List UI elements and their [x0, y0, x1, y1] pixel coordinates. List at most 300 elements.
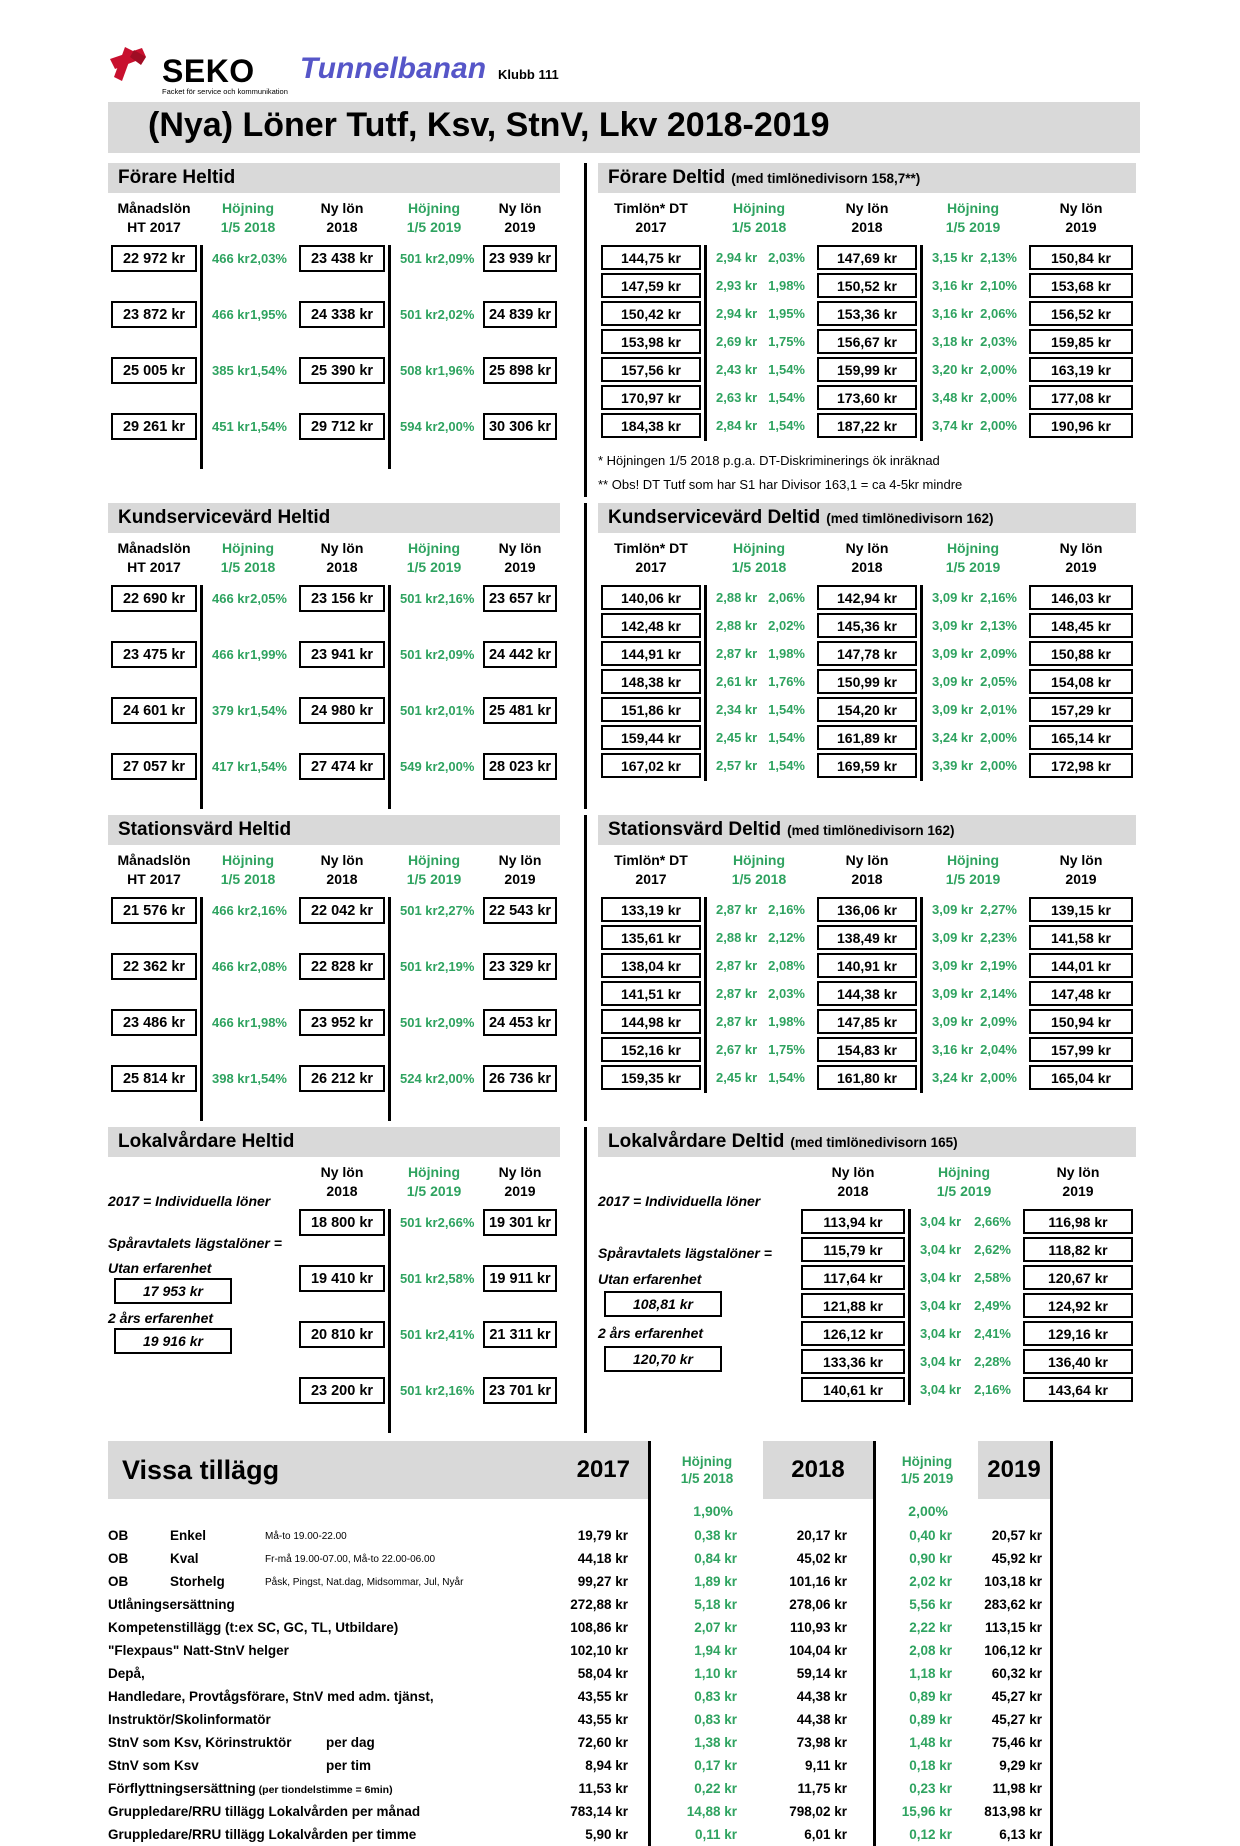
section-title-suffix: (med timlönedivisorn 158,7**) [731, 171, 921, 186]
wage-value-box: 115,79 kr [801, 1237, 905, 1262]
wage-value-box: 118,82 kr [1023, 1237, 1133, 1262]
wage-value-box: 172,98 kr [1029, 753, 1133, 778]
hojning-pct: 2,04% [980, 1042, 1017, 1057]
hojning-pct: 2,16% [974, 1382, 1011, 1397]
hojning-2018-value: 1,38 kr [648, 1731, 763, 1754]
hojning-kr: 2,69 kr [716, 334, 758, 349]
wage-value-box: 23 657 kr [483, 585, 557, 612]
pct-header-2019: 2,00% [873, 1499, 978, 1524]
lokal-label-column [108, 1163, 296, 1433]
hojning-kr: 466 kr [212, 307, 250, 322]
hojning-pct: 2,03% [768, 986, 805, 1001]
wage-value-box: 25 481 kr [483, 697, 557, 724]
supplement-qualifier: Storhelg [170, 1574, 225, 1589]
hojning-pct: 2,41% [437, 1327, 475, 1342]
hojning-kr: 2,84 kr [716, 418, 758, 433]
wage-value-box: 19 911 kr [483, 1265, 557, 1292]
footnote: * Höjningen 1/5 2018 p.g.a. DT-Diskriminerings ök inräknad [598, 453, 940, 468]
column-header: Ny lön 2018 [845, 852, 889, 887]
hojning-kr: 3,09 kr [932, 902, 974, 917]
value-2018: 11,75 kr [797, 1781, 847, 1796]
section-title-suffix: (med timlönedivisorn 162) [826, 511, 994, 526]
band-forare [108, 163, 1140, 497]
wage-value-box: 159,99 kr [817, 357, 917, 382]
column-header: Ny lön 2018 [320, 852, 364, 887]
wage-column [598, 539, 704, 781]
wage-value-box: 126,12 kr [801, 1321, 905, 1346]
wage-value-box: 150,94 kr [1029, 1009, 1133, 1034]
column-header: Höjning 1/5 2018 [731, 852, 787, 887]
wage-value-box: 157,99 kr [1029, 1037, 1133, 1062]
section-forare-deltid [584, 163, 1136, 497]
hojning-2019-value: 2,02 kr [873, 1570, 978, 1593]
supplement-qualifier: Kval [170, 1551, 199, 1566]
hojning-2018-value: 0,11 kr [648, 1823, 763, 1846]
wage-column [814, 199, 920, 441]
wage-value-box: 144,38 kr [817, 981, 917, 1006]
column-header: Ny lön 2019 [1059, 852, 1103, 887]
hojning-pct: 1,54% [250, 419, 287, 434]
column-header: Ny lön 2019 [498, 540, 542, 575]
hojning-pct: 2,58% [437, 1271, 475, 1286]
hojning-pct: 1,95% [250, 307, 287, 322]
column-header: Höjning 1/5 2019 [406, 852, 462, 887]
wage-value-box: 150,84 kr [1029, 245, 1133, 270]
hojning-header-2019: Höjning 1/5 2019 [873, 1441, 978, 1499]
wage-value-box: 138,04 kr [601, 953, 701, 978]
lokal-individual-label: 2017 = Individuella löner [598, 1193, 761, 1209]
supplement-name: StnV som Ksv [108, 1758, 199, 1773]
supplement-row-label [108, 1800, 538, 1823]
supplement-row-label [108, 1524, 538, 1547]
value-2019: 60,32 kr [978, 1662, 1053, 1685]
section-lokal-deltid [584, 1127, 1136, 1433]
wage-value-box: 22 042 kr [299, 897, 385, 924]
hojning-kr: 501 kr [400, 959, 438, 974]
year-header-2019: 2019 [978, 1441, 1053, 1499]
section-title-suffix: (med timlönedivisorn 165) [790, 1135, 958, 1150]
supplement-name: Kompetenstillägg (t:ex SC, GC, TL, Utbildare) [108, 1620, 399, 1635]
wage-value-box: 117,64 kr [801, 1265, 905, 1290]
hojning-kr: 2,67 kr [716, 1042, 758, 1057]
hojning-2019-value: 1,48 kr [873, 1731, 978, 1754]
wage-value-box: 187,22 kr [817, 413, 917, 438]
value-2019: 45,92 kr [978, 1547, 1053, 1570]
wage-column [108, 539, 200, 809]
wage-column [814, 851, 920, 1093]
supplement-description: Må-to 19.00-22.00 [265, 1531, 347, 1542]
column-header: Höjning 1/5 2019 [945, 200, 1001, 235]
wage-value-box: 147,85 kr [817, 1009, 917, 1034]
wage-column [1026, 199, 1136, 441]
hojning-2019-value: 5,56 kr [873, 1593, 978, 1616]
supplement-row-label [108, 1547, 538, 1570]
lokal-two-years-label: 2 års erfarenhet [598, 1325, 704, 1341]
hojning-kr: 2,87 kr [716, 958, 758, 973]
hojning-pct: 2,19% [980, 958, 1017, 973]
wage-column [814, 539, 920, 781]
hojning-pct: 2,00% [437, 1071, 475, 1086]
wage-value-box: 27 057 kr [111, 753, 197, 780]
value-2019: 45,27 kr [978, 1685, 1053, 1708]
hojning-pct: 2,27% [980, 902, 1017, 917]
hojning-kr: 3,04 kr [920, 1382, 962, 1397]
wage-value-box: 23 329 kr [483, 953, 557, 980]
supplement-name: OB [108, 1528, 129, 1543]
column-header: Ny lön 2019 [1056, 1164, 1100, 1199]
hojning-2019-value: 15,96 kr [873, 1800, 978, 1823]
section-title-text: Förare Heltid [118, 167, 236, 188]
supplement-row-label [108, 1570, 538, 1593]
wage-value-box: 21 311 kr [483, 1321, 557, 1348]
hojning-pct: 2,41% [974, 1326, 1011, 1341]
value-2019: 113,15 kr [978, 1616, 1053, 1639]
wage-value-box: 147,78 kr [817, 641, 917, 666]
hojning-pct: 2,58% [974, 1270, 1011, 1285]
supplement-row-label [108, 1639, 538, 1662]
hojning-kr: 501 kr [400, 647, 438, 662]
wage-value-box: 22 362 kr [111, 953, 197, 980]
value-2017: 11,53 kr [578, 1781, 628, 1796]
hojning-kr: 417 kr [212, 759, 250, 774]
wage-value-box: 167,02 kr [601, 753, 701, 778]
wage-column [480, 851, 560, 1121]
wage-value-box: 150,88 kr [1029, 641, 1133, 666]
lokal-lowest-label: Spåravtalets lägstalöner = [598, 1245, 772, 1261]
section-title-text: Kundservicevärd Deltid [608, 507, 821, 528]
column-header: Månadslön HT 2017 [117, 200, 191, 235]
supplement-qualifier: Enkel [170, 1528, 207, 1543]
column-header: Ny lön 2018 [320, 1164, 364, 1199]
wage-value-box: 156,67 kr [817, 329, 917, 354]
hojning-2018-value: 0,83 kr [648, 1708, 763, 1731]
hojning-pct: 2,03% [980, 334, 1017, 349]
wage-value-box: 152,16 kr [601, 1037, 701, 1062]
hojning-kr: 2,61 kr [716, 674, 758, 689]
hojning-kr: 3,24 kr [932, 1070, 974, 1085]
supplement-row-label [108, 1777, 538, 1800]
wage-column [296, 199, 388, 469]
lokal-no-exp-label: Utan erfarenhet [108, 1260, 212, 1276]
hojning-kr: 3,09 kr [932, 702, 974, 717]
footnote: ** Obs! DT Tutf som har S1 har Divisor 163,1 = ca 4-5kr mindre [598, 477, 963, 492]
supplement-row-label [108, 1754, 538, 1777]
wage-table-ksv-deltid [598, 539, 1136, 781]
wage-value-box: 23 939 kr [483, 245, 557, 272]
supplement-name: Gruppledare/RRU tillägg Lokalvården per timme [108, 1827, 417, 1842]
hojning-kr: 501 kr [400, 591, 438, 606]
hojning-kr: 2,45 kr [716, 1070, 758, 1085]
lokal-two-years-label: 2 års erfarenhet [108, 1310, 214, 1326]
wage-column [200, 199, 296, 469]
value-2019: 20,57 kr [978, 1524, 1053, 1547]
hojning-pct: 1,54% [768, 390, 805, 405]
section-title [598, 1127, 1136, 1157]
wage-value-box: 159,35 kr [601, 1065, 701, 1090]
wage-value-box: 142,48 kr [601, 613, 701, 638]
wage-column [598, 199, 704, 441]
hojning-kr: 2,88 kr [716, 590, 758, 605]
hojning-kr: 2,88 kr [716, 930, 758, 945]
hojning-kr: 549 kr [400, 759, 438, 774]
wage-column [388, 1163, 480, 1433]
hojning-kr: 3,20 kr [932, 362, 974, 377]
hojning-kr: 501 kr [400, 1383, 438, 1398]
hojning-kr: 3,18 kr [932, 334, 974, 349]
value-2017: 102,10 kr [570, 1643, 628, 1658]
wage-value-box: 124,92 kr [1023, 1293, 1133, 1318]
wage-value-box: 153,68 kr [1029, 273, 1133, 298]
lokal-no-exp-value-box: 108,81 kr [604, 1291, 722, 1317]
hojning-pct: 2,00% [980, 390, 1017, 405]
hojning-pct: 2,03% [768, 250, 805, 265]
column-header: Timlön* DT 2017 [614, 852, 688, 887]
wage-value-box: 154,83 kr [817, 1037, 917, 1062]
lokal-two-years-value-box: 19 916 kr [114, 1328, 232, 1354]
wage-value-box: 145,36 kr [817, 613, 917, 638]
hojning-pct: 1,54% [768, 702, 805, 717]
hojning-kr: 3,39 kr [932, 758, 974, 773]
hojning-pct: 2,13% [980, 618, 1017, 633]
vissa-title: Vissa tillägg [122, 1454, 280, 1485]
hojning-kr: 2,87 kr [716, 902, 758, 917]
supplement-name: OB [108, 1574, 129, 1589]
wage-value-box: 23 701 kr [483, 1377, 557, 1404]
wage-value-box: 121,88 kr [801, 1293, 905, 1318]
section-title [598, 815, 1136, 845]
wage-value-box: 22 690 kr [111, 585, 197, 612]
column-header: Höjning 1/5 2018 [220, 540, 276, 575]
hojning-kr: 501 kr [400, 1215, 438, 1230]
section-lokal-heltid [108, 1127, 560, 1433]
hojning-pct: 2,06% [980, 306, 1017, 321]
value-2018: 44,38 kr [796, 1712, 847, 1727]
value-2017: 272,88 kr [570, 1597, 628, 1612]
wage-column [480, 1163, 560, 1433]
wage-column [296, 1163, 388, 1433]
hojning-pct: 1,98% [250, 1015, 287, 1030]
hojning-header-2018: Höjning 1/5 2018 [648, 1441, 763, 1499]
value-2018: 20,17 kr [796, 1528, 847, 1543]
value-2019: 11,98 kr [978, 1777, 1053, 1800]
section-ksv-heltid [108, 503, 560, 809]
hojning-pct: 2,27% [437, 903, 475, 918]
lokal-no-exp-label: Utan erfarenhet [598, 1271, 702, 1287]
hojning-pct: 2,02% [437, 307, 475, 322]
column-header: Timlön* DT 2017 [614, 200, 688, 235]
hojning-kr: 3,48 kr [932, 390, 974, 405]
wage-value-box: 25 898 kr [483, 357, 557, 384]
wage-value-box: 161,80 kr [817, 1065, 917, 1090]
hojning-kr: 2,88 kr [716, 618, 758, 633]
year-header-2017: 2017 [576, 1456, 630, 1483]
hojning-kr: 2,94 kr [716, 306, 758, 321]
hojning-2019-value: 2,08 kr [873, 1639, 978, 1662]
wage-table-lokal-deltid [598, 1163, 1136, 1405]
klubb-label: Klubb 111 [498, 67, 559, 82]
hojning-kr: 501 kr [400, 903, 438, 918]
value-2019: 106,12 kr [978, 1639, 1053, 1662]
hojning-kr: 3,09 kr [932, 986, 974, 1001]
wage-column [1026, 851, 1136, 1093]
wage-value-box: 24 839 kr [483, 301, 557, 328]
tables-area [108, 163, 1140, 1433]
value-2019: 75,46 kr [978, 1731, 1053, 1754]
hojning-2019-value: 0,12 kr [873, 1823, 978, 1846]
section-title-text: Lokalvårdare Heltid [118, 1131, 295, 1152]
wage-value-box: 151,86 kr [601, 697, 701, 722]
value-2019: 9,29 kr [978, 1754, 1053, 1777]
hojning-2019-value: 0,90 kr [873, 1547, 978, 1570]
wage-value-box: 133,19 kr [601, 897, 701, 922]
column-header: Ny lön 2019 [498, 1164, 542, 1199]
column-header: Höjning 1/5 2019 [936, 1164, 992, 1199]
wage-value-box: 27 474 kr [299, 753, 385, 780]
column-header: Höjning 1/5 2018 [731, 200, 787, 235]
section-title [598, 503, 1136, 533]
wage-value-box: 150,52 kr [817, 273, 917, 298]
wage-column [908, 1163, 1020, 1405]
wage-value-box: 23 475 kr [111, 641, 197, 668]
section-title [108, 163, 560, 193]
column-header: Ny lön 2019 [1059, 540, 1103, 575]
hojning-kr: 3,04 kr [920, 1298, 962, 1313]
lokal-two-years-value-box: 120,70 kr [604, 1346, 722, 1372]
supplement-name: "Flexpaus" Natt-StnV helger [108, 1643, 289, 1658]
supplement-qualifier: per dag [326, 1735, 375, 1750]
wage-value-box: 24 338 kr [299, 301, 385, 328]
hojning-pct: 2,19% [437, 959, 475, 974]
hojning-pct: 2,14% [980, 986, 1017, 1001]
hojning-pct: 2,23% [980, 930, 1017, 945]
hojning-2018-value: 1,94 kr [648, 1639, 763, 1662]
hojning-pct: 1,99% [250, 647, 287, 662]
wage-value-box: 24 453 kr [483, 1009, 557, 1036]
hojning-pct: 2,09% [437, 647, 475, 662]
wage-value-box: 141,58 kr [1029, 925, 1133, 950]
wage-value-box: 120,67 kr [1023, 1265, 1133, 1290]
hojning-kr: 501 kr [400, 1271, 438, 1286]
value-2018: 798,02 kr [789, 1804, 847, 1819]
value-2019: 6,13 kr [978, 1823, 1053, 1846]
hojning-2018-value: 0,17 kr [648, 1754, 763, 1777]
wage-table-stnv-heltid [108, 851, 560, 1121]
section-forare-heltid [108, 163, 560, 497]
column-header: Ny lön 2019 [498, 852, 542, 887]
wage-value-box: 144,75 kr [601, 245, 701, 270]
hojning-pct: 2,00% [980, 362, 1017, 377]
hojning-pct: 1,76% [768, 674, 805, 689]
wage-value-box: 25 814 kr [111, 1065, 197, 1092]
wage-value-box: 140,06 kr [601, 585, 701, 610]
hojning-kr: 3,24 kr [932, 730, 974, 745]
hojning-kr: 466 kr [212, 959, 250, 974]
wage-column [704, 199, 814, 441]
wage-value-box: 150,99 kr [817, 669, 917, 694]
pct-header-2018: 1,90% [648, 1499, 763, 1524]
hojning-kr: 379 kr [212, 703, 250, 718]
hojning-kr: 2,87 kr [716, 646, 758, 661]
hojning-kr: 2,87 kr [716, 986, 758, 1001]
hojning-kr: 466 kr [212, 903, 250, 918]
supplement-name: Instruktör/Skolinformatör [108, 1712, 271, 1727]
hojning-pct: 1,54% [250, 759, 287, 774]
column-header: Höjning 1/5 2018 [220, 852, 276, 887]
wage-value-box: 22 543 kr [483, 897, 557, 924]
hojning-pct: 1,98% [768, 646, 805, 661]
wage-value-box: 154,20 kr [817, 697, 917, 722]
hojning-pct: 2,06% [768, 590, 805, 605]
column-header: Ny lön 2018 [831, 1164, 875, 1199]
value-2017: 108,86 kr [570, 1620, 628, 1635]
hojning-pct: 2,10% [980, 278, 1017, 293]
section-title-text: Lokalvårdare Deltid [608, 1131, 785, 1152]
hojning-2019-value: 0,40 kr [873, 1524, 978, 1547]
column-header: Timlön* DT 2017 [614, 540, 688, 575]
hojning-kr: 524 kr [400, 1071, 438, 1086]
wage-table-lokal-heltid [108, 1163, 560, 1433]
seko-wordmark-block [162, 54, 288, 96]
wage-column [704, 851, 814, 1093]
wage-table-stnv-deltid [598, 851, 1136, 1093]
wage-column [296, 851, 388, 1121]
hojning-2018-value: 0,38 kr [648, 1524, 763, 1547]
supplement-name: Utlåningsersättning [108, 1597, 235, 1612]
wage-value-box: 144,91 kr [601, 641, 701, 666]
wage-value-box: 153,36 kr [817, 301, 917, 326]
hojning-kr: 2,45 kr [716, 730, 758, 745]
hojning-pct: 2,49% [974, 1298, 1011, 1313]
document-header [108, 34, 1140, 96]
hojning-2019-value: 2,22 kr [873, 1616, 978, 1639]
value-2018: 6,01 kr [804, 1827, 847, 1842]
value-2018: 278,06 kr [789, 1597, 847, 1612]
wage-table-forare-deltid [598, 199, 1136, 441]
wage-table-ksv-heltid [108, 539, 560, 809]
wage-column [108, 851, 200, 1121]
wage-value-box: 23 952 kr [299, 1009, 385, 1036]
supplement-row-label [108, 1593, 538, 1616]
hojning-pct: 1,54% [250, 703, 287, 718]
hojning-2019-value: 1,18 kr [873, 1662, 978, 1685]
wage-value-box: 148,38 kr [601, 669, 701, 694]
hojning-pct: 1,75% [768, 1042, 805, 1057]
wage-value-box: 146,03 kr [1029, 585, 1133, 610]
hojning-pct: 1,54% [768, 418, 805, 433]
wage-value-box: 133,36 kr [801, 1349, 905, 1374]
section-title [108, 1127, 560, 1157]
hojning-pct: 1,54% [768, 362, 805, 377]
hojning-pct: 1,54% [250, 363, 287, 378]
column-header: Höjning 1/5 2019 [406, 200, 462, 235]
wage-value-box: 147,48 kr [1029, 981, 1133, 1006]
hojning-kr: 466 kr [212, 1015, 250, 1030]
hojning-kr: 2,94 kr [716, 250, 758, 265]
wage-value-box: 23 872 kr [111, 301, 197, 328]
wage-value-box: 20 810 kr [299, 1321, 385, 1348]
hojning-pct: 2,03% [250, 251, 287, 266]
wage-value-box: 148,45 kr [1029, 613, 1133, 638]
section-title-text: Förare Deltid [608, 167, 726, 188]
wage-value-box: 150,42 kr [601, 301, 701, 326]
hojning-pct: 1,98% [768, 1014, 805, 1029]
hojning-2018-value: 1,89 kr [648, 1570, 763, 1593]
wage-value-box: 190,96 kr [1029, 413, 1133, 438]
supplement-name: Handledare, Provtågsförare, StnV med adm. tjänst, [108, 1689, 434, 1704]
hojning-kr: 2,63 kr [716, 390, 758, 405]
wage-value-box: 141,51 kr [601, 981, 701, 1006]
value-2018: 104,04 kr [789, 1643, 847, 1658]
